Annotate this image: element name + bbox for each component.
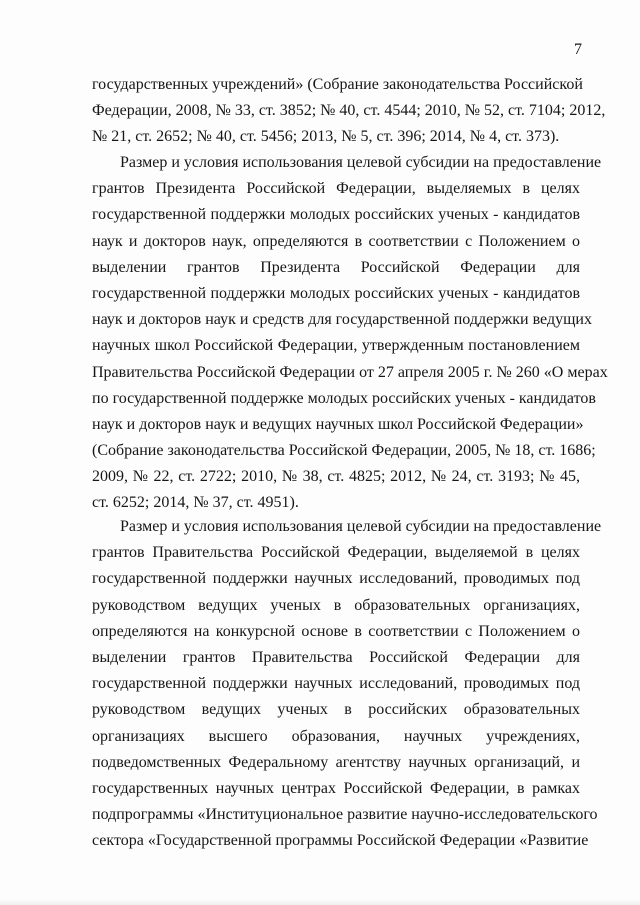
text-line: государственной поддержки молодых российских ученых - кандидатов <box>92 206 580 224</box>
text-line: грантов Президента Российской Федерации, выделяемых в целях <box>92 180 580 198</box>
paragraph-continuation <box>92 72 606 151</box>
text-line: Федерации, 2008, № 33, ст. 3852; № 40, ст. 4544; 2010, № 52, ст. 7104; 2012, <box>92 102 606 120</box>
text-line: сектора «Государственной программы Российской Федерации «Развитие <box>92 832 589 850</box>
text-line: государственной поддержки научных исследований, проводимых под <box>92 570 580 588</box>
text-line: подпрограммы «Институциональное развитие научно-исследовательского <box>92 806 598 824</box>
text-line: по государственной поддержке молодых российских ученых - кандидатов <box>92 389 596 407</box>
text-line: грантов Правительства Российской Федерации, выделяемой в целях <box>92 544 580 562</box>
text-line: ст. 6252; 2014, № 37, ст. 4951). <box>92 494 299 512</box>
paragraph-president-grants <box>92 150 608 517</box>
text-line: № 21, ст. 2652; № 40, ст. 5456; 2013, № 5, ст. 396; 2014, № 4, ст. 373). <box>92 128 560 146</box>
scan-edge-shadow <box>0 899 640 905</box>
text-line: наук и докторов наук, определяются в соответствии с Положением о <box>92 232 580 250</box>
text-line: наук и докторов наук и ведущих научных школ Российской Федерации» <box>92 415 584 433</box>
text-line: 2009, № 22, ст. 2722; 2010, № 38, ст. 4825; 2012, № 24, ст. 3193; № 45, <box>92 468 580 486</box>
text-line: (Собрание законодательства Российской Федерации, 2005, № 18, ст. 1686; <box>92 442 596 460</box>
text-line: подведомственных Федеральному агентству научных организаций, и <box>92 753 580 771</box>
text-line: государственной поддержки научных исследований, проводимых под <box>92 675 580 693</box>
text-line: Размер и условия использования целевой субсидии на предоставление <box>120 518 602 535</box>
text-line: руководством ведущих ученых в образовательных организациях, <box>92 596 580 614</box>
page-number: 7 <box>574 41 582 58</box>
text-line: организациях высшего образования, научных учреждениях, <box>92 727 580 745</box>
text-line: государственных научных центрах Российской Федерации, в рамках <box>92 779 580 797</box>
text-line: наук и докторов наук и средств для государственной поддержки ведущих <box>92 311 592 329</box>
text-line: Правительства Российской Федерации от 27 апреля 2005 г. № 260 «О мерах <box>92 363 608 381</box>
text-line: определяются на конкурсной основе в соответствии с Положением о <box>92 622 580 640</box>
text-line: руководством ведущих ученых в российских образовательных <box>92 701 580 719</box>
text-line: выделении грантов Президента Российской Федерации для <box>92 258 580 276</box>
text-line: выделении грантов Правительства Российской Федерации для <box>92 648 580 666</box>
text-line: Размер и условия использования целевой субсидии на предоставление <box>120 154 602 171</box>
text-line: научных школ Российской Федерации, утвержденным постановлением <box>92 337 580 355</box>
text-line: государственных учреждений» (Собрание законодательства Российской <box>92 76 583 93</box>
text-line: государственной поддержки молодых российских ученых - кандидатов <box>92 284 580 302</box>
paragraph-government-grants <box>92 514 602 854</box>
